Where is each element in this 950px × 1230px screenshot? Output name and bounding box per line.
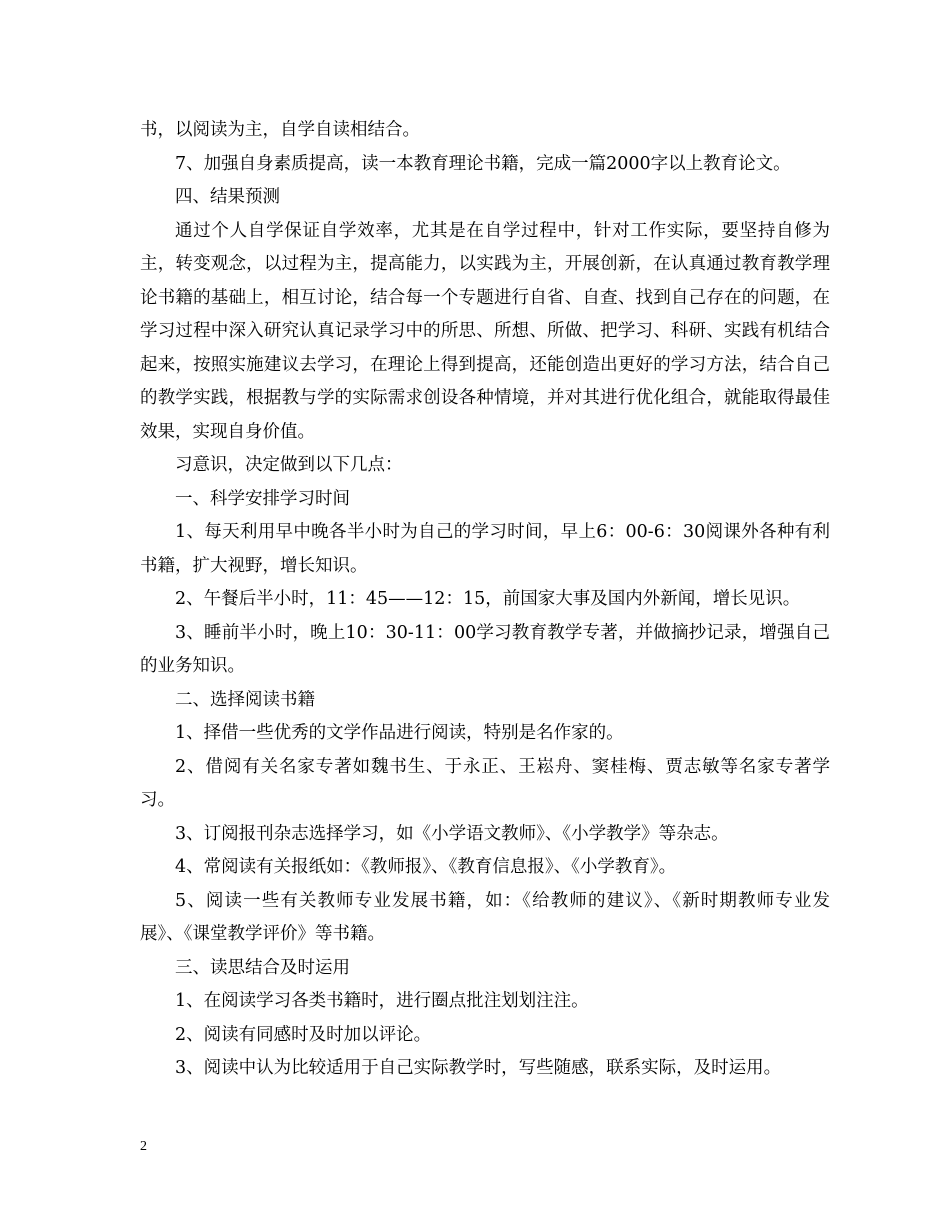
section-heading: 四、结果预测 [175,187,280,207]
paragraph: 1、择借一些优秀的文学作品进行阅读，特别是名作家的。 [175,723,624,743]
paragraph: 3、订阅报刊杂志选择学习，如《小学语文教师》、《小学教学》等杂志。 [175,823,729,844]
document-body [140,114,830,1086]
paragraph: 3、睡前半小时，晚上10：30-11：00学习教育教学专著，并做摘抄记录，增强自己的业务知识。 [140,622,830,676]
section-heading: 一、科学安排学习时间 [175,488,350,509]
paragraph: 5、阅读一些有关教师专业发展书籍，如：《给教师的建议》、《新时期教师专业发展》、《课堂教学评价》等书籍。 [140,890,830,944]
paragraph: 1、每天利用早中晚各半小时为自己的学习时间，早上6：00-6：30阅课外各种有利书籍，扩大视野，增长知识。 [140,522,830,576]
section-heading: 二、选择阅读书籍 [175,689,315,710]
paragraph: 4、常阅读有关报纸如：《教师报》、《教育信息报》、《小学教育》。 [175,857,677,877]
paragraph: 7、加强自身素质提高，读一本教育理论书籍，完成一篇2000字以上教育论文。 [175,153,791,174]
paragraph: 2、午餐后半小时，11：45——12：15，前国家大事及国内外新闻，增长见识。 [175,589,801,609]
paragraph: 通过个人自学保证自学效率，尤其是在自学过程中，针对工作实际，要坚持自修为主，转变观念，以过程为主，提高能力，以实践为主，开展创新，在认真通过教育教学理论书籍的基础上，相互讨论，结合每一个专题进行自省、自查、找到自己存在的问题，在学习过程中深入研究认真记录学习中的所思、所想、所做、把学习、科研、实践有机结合起来，按照实施建议去学习，在理论上得到提高，还能创造出更好的学习方法，结合自己的教学实践，根据教与学的实际需求创设各种情境，并对其进行优化组合，就能取得最佳效果，实现自身价值。 [140,220,830,442]
section-heading: 三、读思结合及时运用 [175,957,350,978]
paragraph: 2、借阅有关名家专著如魏书生、于永正、王崧舟、窦桂梅、贾志敏等名家专著学习。 [140,756,830,810]
page-number: 2 [140,1139,147,1154]
paragraph: 习意识，决定做到以下几点： [175,455,403,475]
paragraph: 3、阅读中认为比较适用于自己实际教学时，写些随感，联系实际，及时运用。 [175,1058,782,1078]
paragraph: 书，以阅读为主，自学自读相结合。 [140,120,420,140]
paragraph: 1、在阅读学习各类书籍时，进行圈点批注划划注注。 [175,991,589,1011]
paragraph: 2、阅读有同感时及时加以评论。 [175,1024,432,1045]
